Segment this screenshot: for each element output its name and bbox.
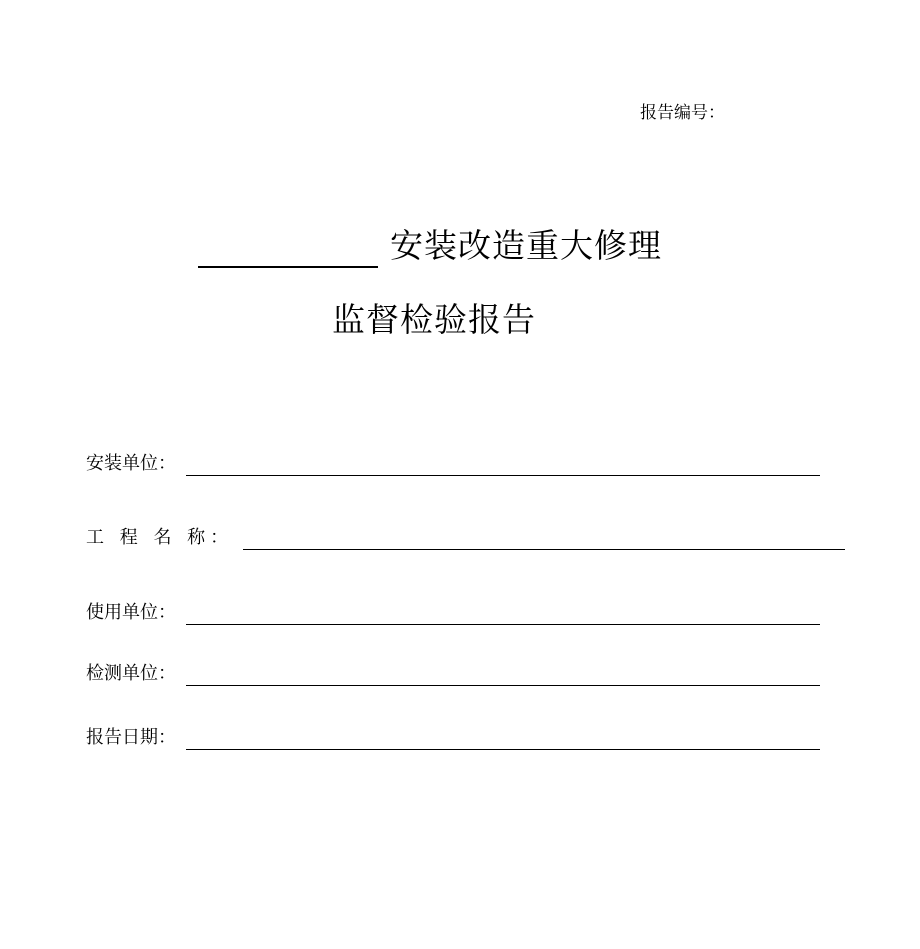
field-underline[interactable] [186, 665, 820, 686]
title-blank-underline[interactable] [198, 224, 378, 268]
field-installation-unit [86, 448, 820, 476]
field-report-date [86, 722, 820, 750]
field-label: 使用单位： [86, 602, 176, 623]
field-inspection-unit [86, 658, 820, 686]
field-user-unit [86, 597, 820, 625]
title-text-1: 安装改造重大修理 [390, 226, 662, 265]
field-label: 工 程 名 称： [86, 527, 234, 548]
field-label: 报告日期： [86, 727, 176, 748]
field-label: 检测单位： [86, 663, 176, 684]
field-label: 安装单位： [86, 453, 176, 474]
report-number-label: 报告编号： [640, 103, 725, 123]
field-underline[interactable] [186, 604, 820, 625]
field-project-name [86, 522, 845, 550]
title-line-2: 监督检验报告 [332, 300, 536, 339]
title-line-1 [198, 222, 662, 268]
field-underline[interactable] [186, 729, 820, 750]
field-underline[interactable] [186, 455, 820, 476]
field-underline[interactable] [243, 529, 845, 550]
